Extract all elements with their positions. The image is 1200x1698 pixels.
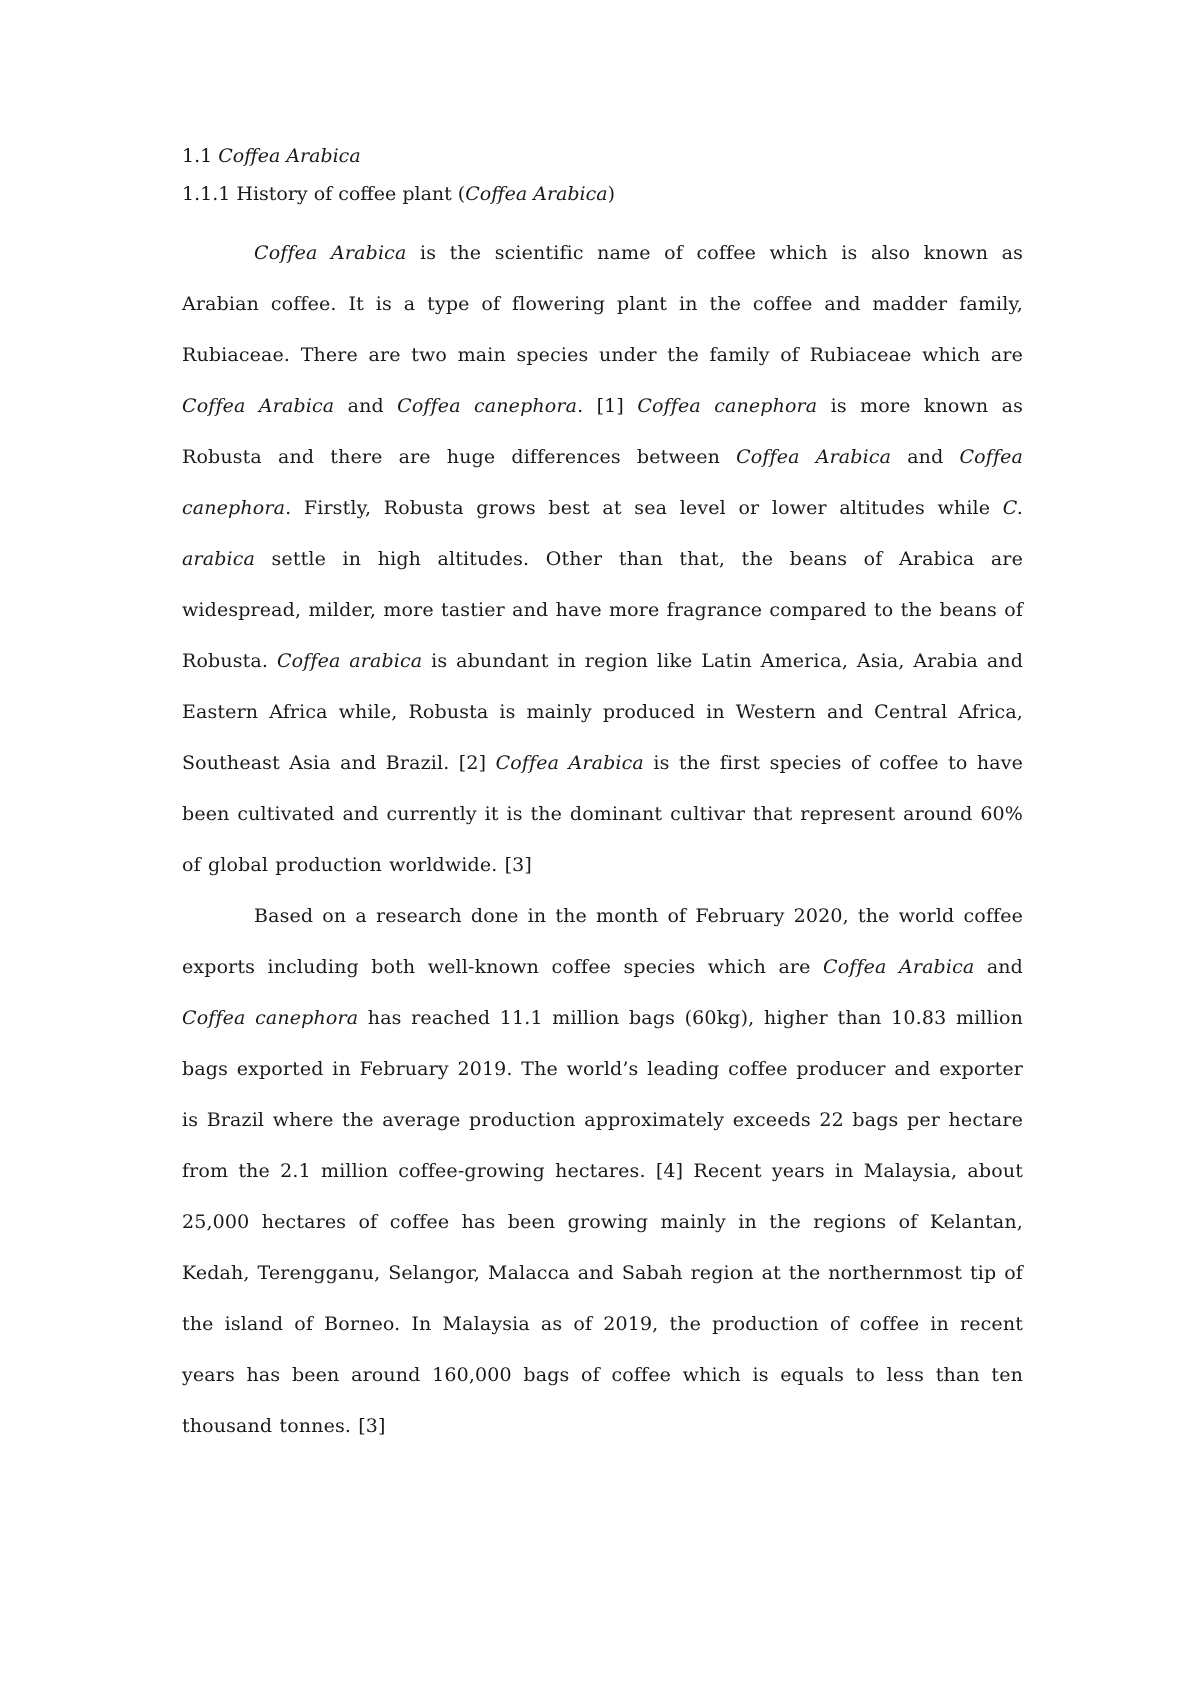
italic-text: Coffea Arabica	[254, 242, 407, 264]
section-title: Coffea Arabica	[218, 145, 361, 167]
paragraph-text: and	[334, 395, 398, 417]
subsection-heading	[182, 182, 1023, 206]
paragraph-text: is more known as Robusta and there are huge differences between	[182, 395, 1023, 468]
italic-text: C. arabica	[182, 497, 1023, 570]
paragraph-text: . [1]	[577, 395, 638, 417]
italic-text: Coffea canephora	[182, 1007, 359, 1029]
subsection-title: Coffea Arabica	[465, 183, 608, 205]
document-body	[182, 228, 1023, 1452]
paragraph-text: and	[891, 446, 960, 468]
body-paragraph	[182, 228, 1023, 891]
paragraph-text: and	[974, 956, 1023, 978]
paragraph-text: Based on a research done in the month of February 2020, the world coffee exports including both well-known coffee species which are	[182, 905, 1023, 978]
paragraph-text: settle in high altitudes. Other than that, the beans of Arabica are widespread, milder, more tastier and have more fragrance compared to the beans of Robusta.	[182, 548, 1023, 672]
italic-text: Coffea Arabica	[495, 752, 644, 774]
italic-text: Coffea canephora	[182, 446, 1023, 519]
paragraph-text: is abundant in region like Latin America, Asia, Arabia and Eastern Africa while, Robusta is mainly produced in Western and Central Africa, Southeast Asia and Brazil. [2]	[182, 650, 1024, 774]
italic-text: Coffea Arabica	[736, 446, 892, 468]
italic-text: Coffea Arabica	[182, 395, 335, 417]
subsection-suffix: )	[607, 183, 616, 205]
paragraph-text: . Firstly, Robusta grows best at sea level or lower altitudes while	[285, 497, 1003, 519]
document-content	[182, 144, 1023, 1452]
section-number: 1.1	[182, 145, 213, 167]
section-heading	[182, 144, 1023, 168]
subsection-prefix: 1.1.1 History of coffee plant (	[182, 183, 466, 205]
italic-text: Coffea canephora	[637, 395, 818, 417]
italic-text: Coffea Arabica	[823, 956, 975, 978]
italic-text: Coffea arabica	[276, 650, 423, 672]
paragraph-text: is the first species of coffee to have been cultivated and currently it is the dominant cultivar that represent around 60% of global production worldwide. [3]	[182, 752, 1024, 876]
paragraph-text: is the scientific name of coffee which is also known as Arabian coffee. It is a type of flowering plant in the coffee and madder family, Rubiaceae. There are two main species under the family of Rubiaceae which are	[182, 242, 1023, 366]
italic-text: Coffea canephora	[397, 395, 578, 417]
body-paragraph	[182, 891, 1023, 1452]
paragraph-text: has reached 11.1 million bags (60kg), higher than 10.83 million bags exported in February 2019. The world’s leading coffee producer and exporter is Brazil where the average production approximately exceeds 22 bags per hectare from the 2.1 million coffee-growing hectares. [4] Recent years in Malaysia, about 25,000 hectares of coffee has been growing mainly in the regions of Kelantan, Kedah, Terengganu, Selangor, Malacca and Sabah region at the northernmost tip of the island of Borneo. In Malaysia as of 2019, the production of coffee in recent years has been around 160,000 bags of coffee which is equals to less than ten thousand tonnes. [3]	[182, 1007, 1023, 1437]
